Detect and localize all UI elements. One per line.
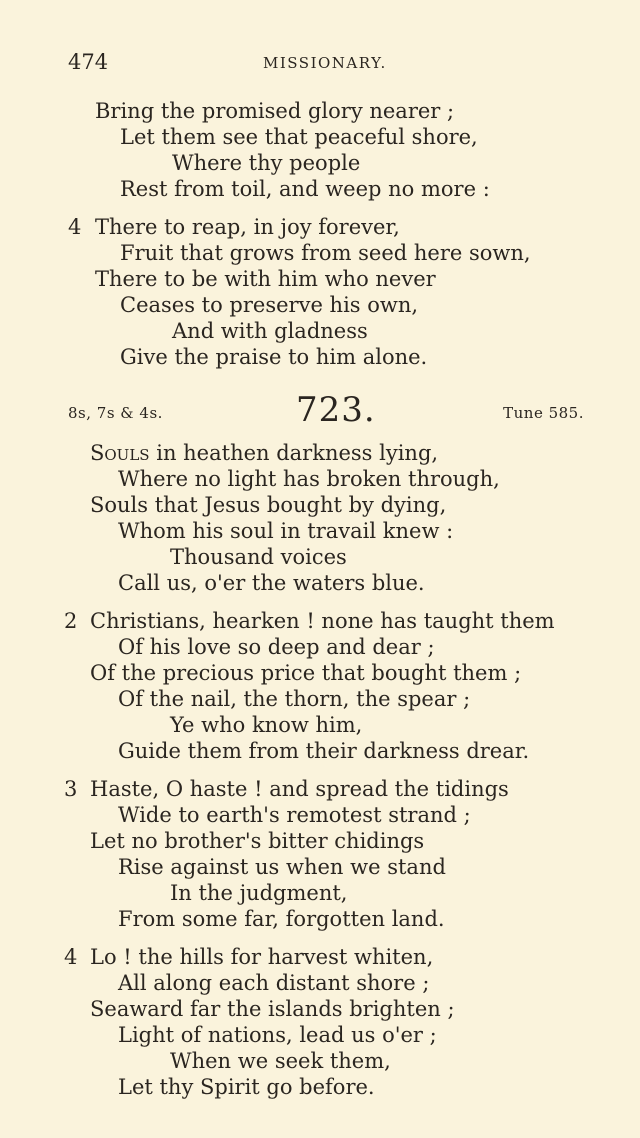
verse-line: Guide them from their darkness drear.	[118, 739, 530, 763]
hymn-number: 723.	[296, 390, 376, 430]
verse-line: Rest from toil, and weep no more :	[120, 177, 490, 201]
verse-line: And with gladness	[172, 319, 368, 343]
verse-line: Thousand voices	[170, 545, 347, 569]
verse-line	[90, 440, 438, 466]
verse-line: Fruit that grows from seed here sown,	[120, 241, 531, 265]
verse-line: Of his love so deep and dear ;	[118, 635, 435, 659]
verse-line: Bring the promised glory nearer ;	[95, 99, 455, 123]
verse-line: Of the nail, the thorn, the spear ;	[118, 687, 471, 711]
stanza-number: 4	[68, 215, 82, 239]
verse-line: All along each distant shore ;	[118, 971, 430, 995]
verse-line: Give the praise to him alone.	[120, 345, 428, 369]
page-number: 474	[68, 50, 109, 74]
verse-line: There to be with him who never	[95, 267, 436, 291]
verse-line: There to reap, in joy forever,	[95, 215, 400, 239]
verse-line: Whom his soul in travail knew :	[118, 519, 454, 543]
stanza-number: 4	[64, 945, 78, 969]
first-word: Souls	[90, 441, 150, 465]
verse-line: Ye who know him,	[170, 713, 363, 737]
verse-line: Wide to earth's remotest strand ;	[118, 803, 471, 827]
verse-line: Let no brother's bitter chidings	[90, 829, 425, 853]
verse-line: Ceases to preserve his own,	[120, 293, 419, 317]
stanza-number: 3	[64, 777, 78, 801]
verse-line: Souls that Jesus bought by dying,	[90, 493, 447, 517]
verse-line: From some far, forgotten land.	[118, 907, 445, 931]
verse-line: Lo ! the hills for harvest whiten,	[90, 945, 434, 969]
verse-line: Let them see that peaceful shore,	[120, 125, 478, 149]
verse-line: Rise against us when we stand	[118, 855, 446, 879]
running-head	[0, 50, 640, 80]
verse-line: Seaward far the islands brighten ;	[90, 997, 455, 1021]
meter: 8s, 7s & 4s.	[68, 404, 163, 422]
verse-line: Where thy people	[172, 151, 361, 175]
verse-line: Light of nations, lead us o'er ;	[118, 1023, 437, 1047]
verse-line: In the judgment,	[170, 881, 348, 905]
verse-line: Call us, o'er the waters blue.	[118, 571, 425, 595]
stanza-number: 2	[64, 609, 78, 633]
verse-line: Where no light has broken through,	[118, 467, 500, 491]
tune-reference: Tune 585.	[503, 404, 584, 422]
hymn-header	[0, 390, 640, 430]
running-title: MISSIONARY.	[263, 54, 387, 72]
verse-line: Haste, O haste ! and spread the tidings	[90, 777, 509, 801]
verse-line: When we seek them,	[170, 1049, 391, 1073]
verse-line: Christians, hearken ! none has taught them	[90, 609, 555, 633]
verse-line: Of the precious price that bought them ;	[90, 661, 522, 685]
verse-line: Let thy Spirit go before.	[118, 1075, 375, 1099]
first-line-rest: in heathen darkness lying,	[149, 441, 439, 465]
